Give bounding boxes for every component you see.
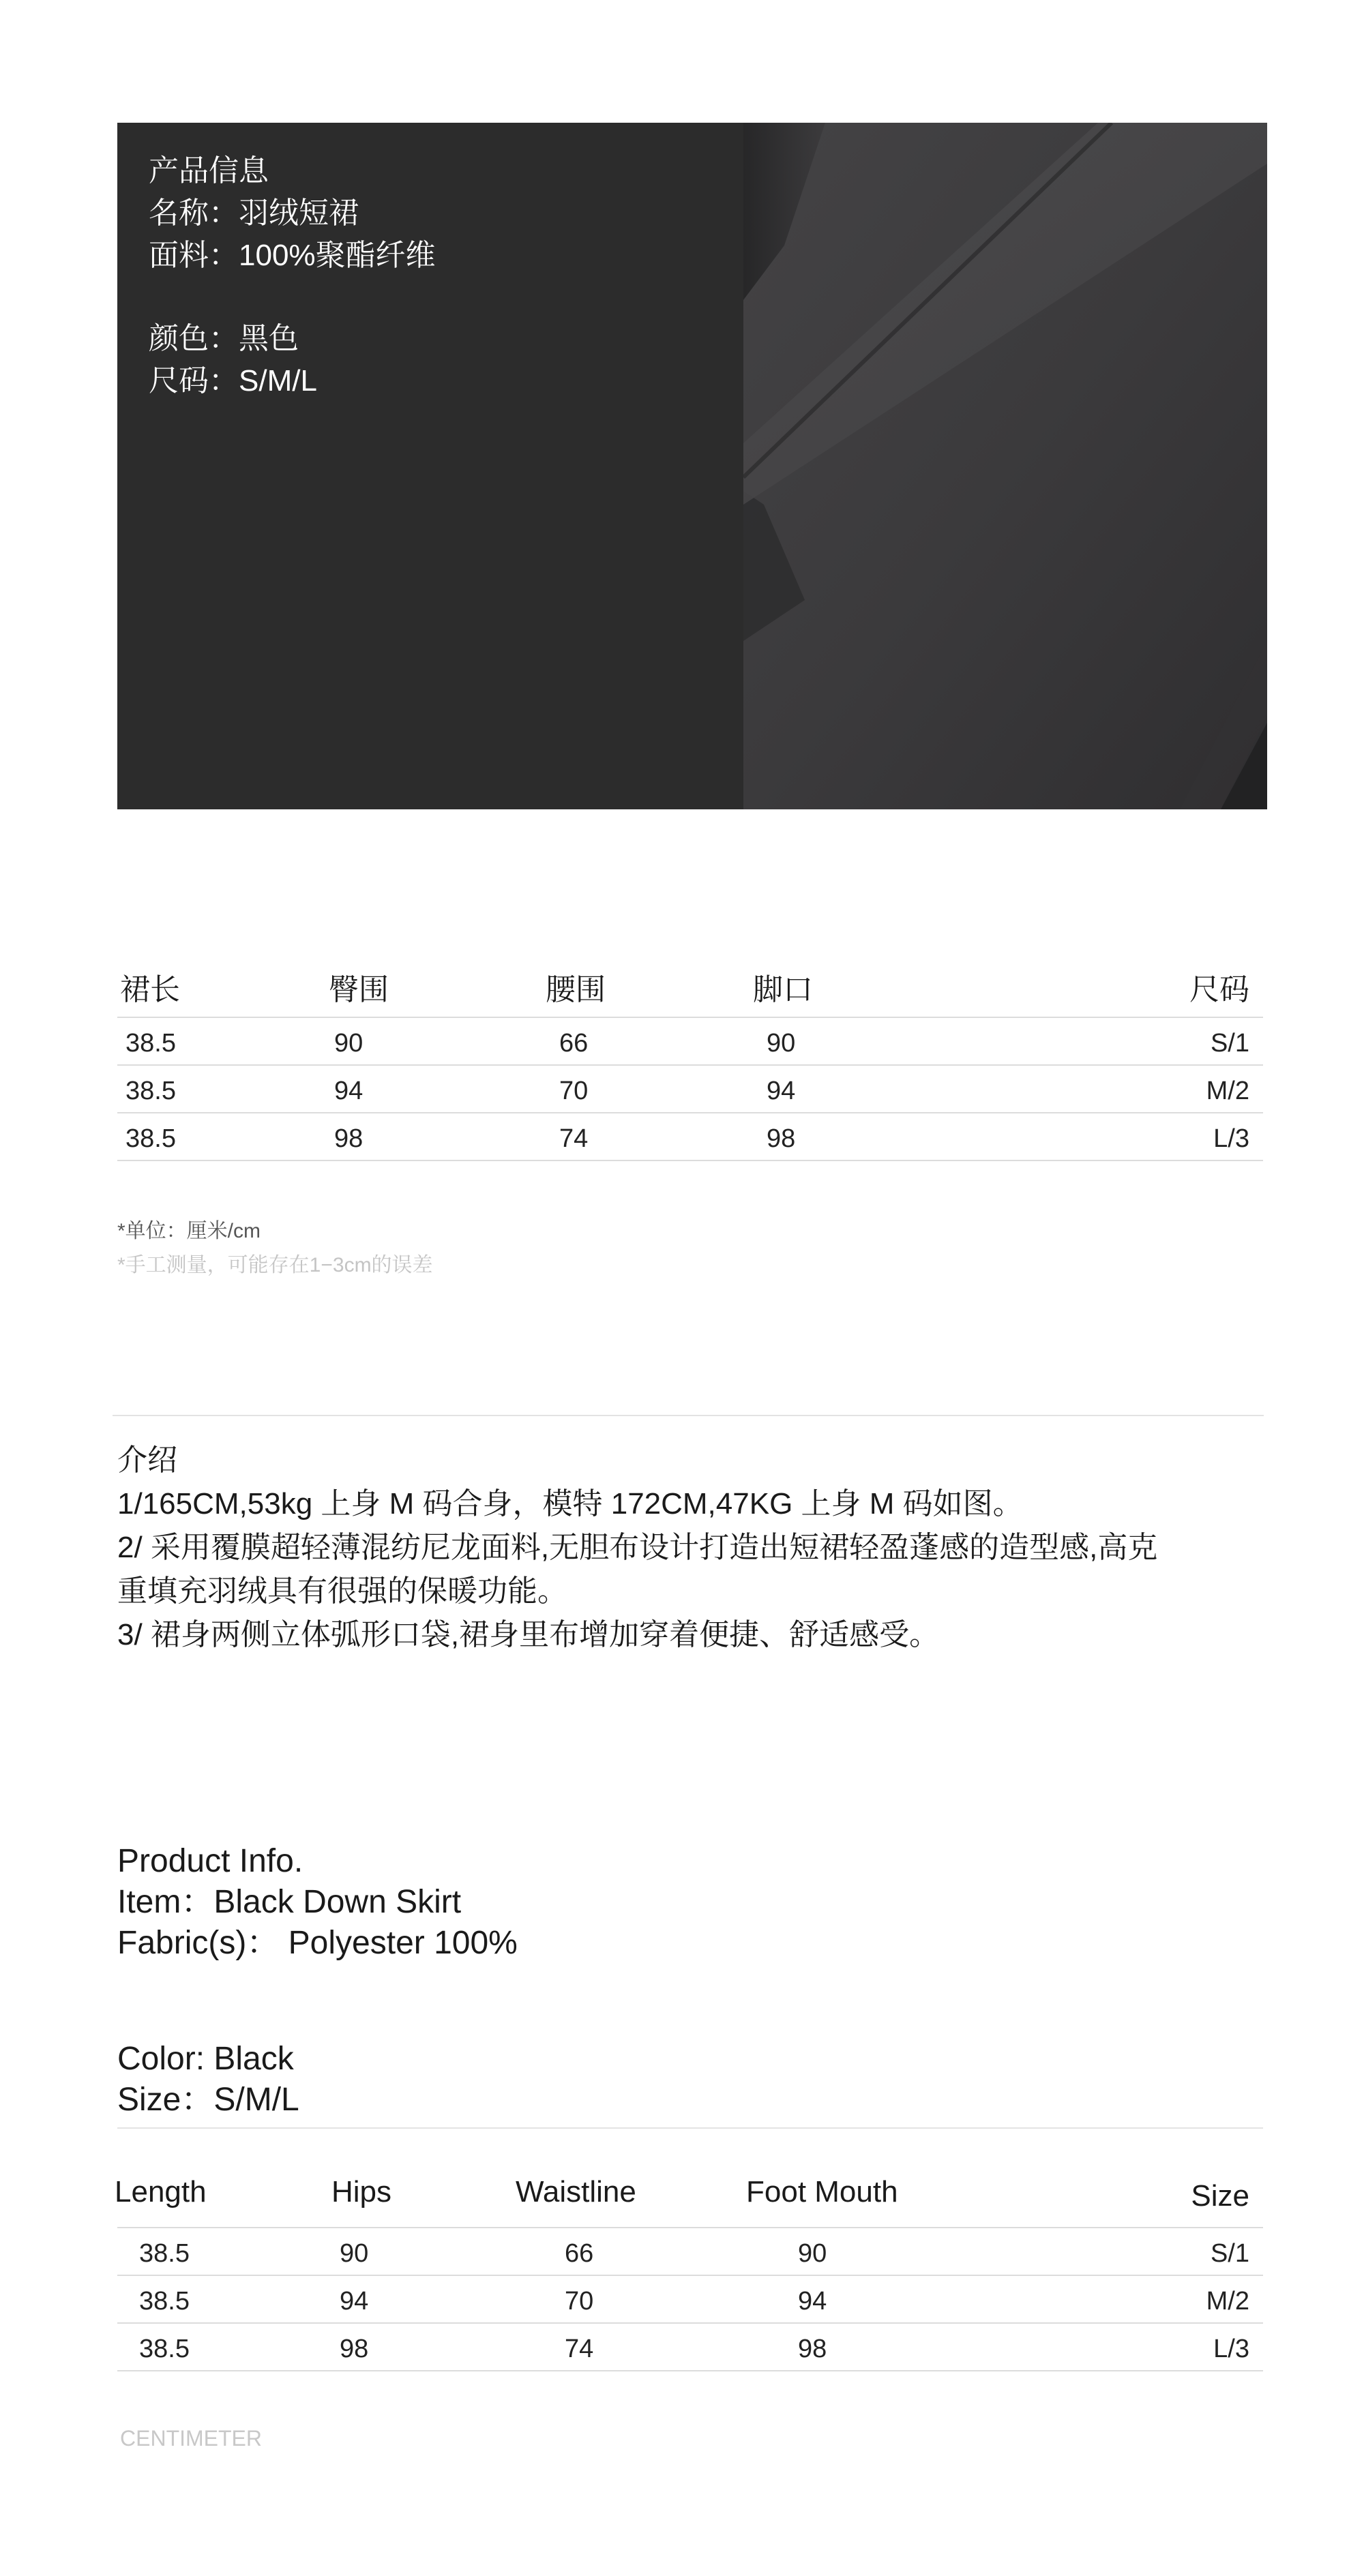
cell-waist: 74 [559,1124,589,1153]
cell-foot: 98 [798,2335,827,2363]
cell-hips: 90 [334,1029,364,1058]
col-size-header: 尺码 [1189,973,1249,1006]
table-row [117,2276,1263,2324]
product-info-banner [117,123,1267,809]
centimeter-label: CENTIMETER [120,2426,262,2451]
divider [117,2127,1263,2129]
table-row [117,1066,1263,1113]
col-foot-header: Foot Mouth [746,2175,898,2208]
cell-hips: 98 [334,1124,364,1153]
cell-foot: 94 [767,1077,796,1105]
col-size-header: Size [1191,2179,1249,2213]
cell-size: S/1 [1210,2239,1249,2268]
cell-size: L/3 [1213,1124,1249,1153]
col-waist-header: 腰围 [546,973,606,1006]
info-heading: 产品信息 [149,154,269,188]
col-length-header: 裙长 [120,973,180,1006]
info-size: 尺码：S/M/L [149,364,317,398]
cell-waist: 74 [565,2335,594,2363]
cell-waist: 66 [559,1029,589,1058]
cell-size: S/1 [1210,1029,1249,1058]
table-header-row [117,951,1263,1018]
unit-note: *单位：厘米/cm [117,1220,261,1242]
error-note: *手工测量，可能存在1−3cm的误差 [117,1254,433,1276]
en-size-table [117,2161,1263,2371]
product-introduction [117,1439,1263,1657]
cell-length: 38.5 [139,2239,190,2268]
cell-foot: 90 [798,2239,827,2268]
table-header-row [117,2161,1263,2228]
intro-line: 重填充羽绒具有很强的保暖功能。 [117,1574,567,1608]
info-fabric: 面料：100%聚酯纤维 [149,239,436,272]
cell-waist: 70 [559,1077,589,1105]
table-row [117,1018,1263,1066]
cell-foot: 90 [767,1029,796,1058]
fabric-closeup-image [743,123,1267,809]
cell-length: 38.5 [125,1124,176,1153]
product-info-text [149,150,436,402]
cell-waist: 70 [565,2287,594,2316]
table-row [117,1113,1263,1161]
cell-hips: 94 [334,1077,364,1105]
col-length-header: Length [115,2175,207,2208]
table-row [117,2324,1263,2371]
cell-waist: 66 [565,2239,594,2268]
cell-hips: 90 [340,2239,369,2268]
cell-size: M/2 [1206,2287,1249,2316]
cell-length: 38.5 [125,1077,176,1105]
intro-line: 1/165CM,53kg 上身 M 码合身，模特 172CM,47KG 上身 M 码如图。 [117,1487,1023,1521]
cell-size: L/3 [1213,2335,1249,2363]
intro-line: 3/ 裙身两侧立体弧形口袋,裙身里布增加穿着便捷、舒适感受。 [117,1618,940,1651]
cn-size-table [117,951,1263,1161]
en-info-fabric: Fabric(s)： Polyester 100% [117,1925,518,1961]
en-info-item: Item：Black Down Skirt [117,1884,462,1920]
intro-line: 2/ 采用覆膜超轻薄混纺尼龙面料,无胆布设计打造出短裙轻盈蓬感的造型感,高克 [117,1531,1158,1564]
cell-hips: 98 [340,2335,369,2363]
col-hips-header: Hips [331,2175,392,2208]
cell-hips: 94 [340,2287,369,2316]
intro-title: 介绍 [117,1443,177,1477]
cell-length: 38.5 [139,2335,190,2363]
cell-length: 38.5 [125,1029,176,1058]
cell-foot: 94 [798,2287,827,2316]
info-color: 颜色：黑色 [149,322,299,355]
table-row [117,2228,1263,2276]
en-info-heading: Product Info. [117,1843,303,1879]
info-name: 名称：羽绒短裙 [149,196,359,230]
cell-size: M/2 [1206,1077,1249,1105]
col-foot-header: 脚口 [753,973,813,1006]
col-hips-header: 臀围 [329,973,389,1006]
col-waist-header: Waistline [516,2175,636,2208]
product-info-english [117,1841,518,2121]
divider [113,1415,1264,1416]
en-info-color: Color: Black [117,2041,294,2077]
cell-foot: 98 [767,1124,796,1153]
en-info-size: Size：S/M/L [117,2082,299,2118]
cell-length: 38.5 [139,2287,190,2316]
